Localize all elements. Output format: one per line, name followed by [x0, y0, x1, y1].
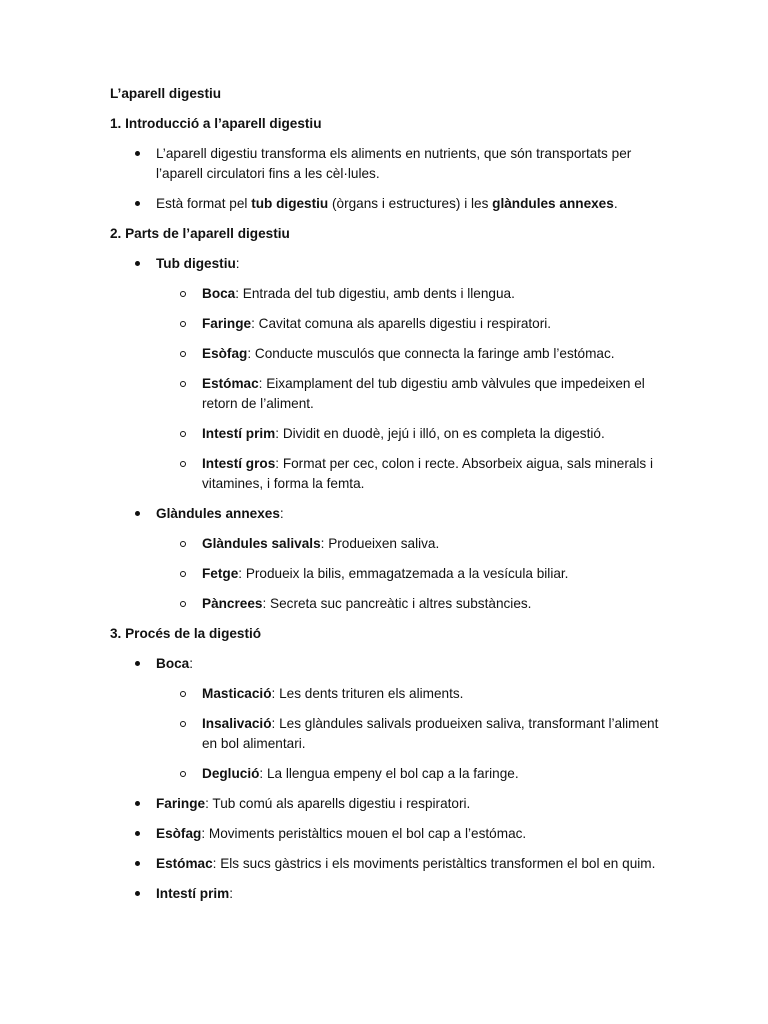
item-term: Insalivació	[202, 716, 272, 731]
item-text: : Dividit en duodè, jejú i illó, on es completa la digestió.	[275, 426, 605, 441]
item-term: Faringe	[202, 316, 252, 331]
item-term: Boca	[156, 656, 190, 671]
item-term: Glàndules annexes	[156, 506, 280, 521]
circle-bullet-icon	[180, 771, 186, 777]
sub-list-item	[156, 684, 670, 704]
circle-bullet-icon	[180, 461, 186, 467]
circle-bullet-icon	[180, 351, 186, 357]
circle-bullet-icon	[180, 431, 186, 437]
circle-bullet-icon	[180, 291, 186, 297]
circle-bullet-icon	[180, 571, 186, 577]
item-term: tub digestiu	[251, 196, 329, 211]
bullet-dot-icon	[135, 831, 140, 836]
sub-list	[156, 284, 670, 494]
bullet-dot-icon	[135, 201, 140, 206]
item-text: : Els sucs gàstrics i els moviments peristàltics transformen el bol en quim.	[212, 856, 656, 871]
circle-bullet-icon	[180, 541, 186, 547]
sub-list-item	[156, 564, 670, 584]
item-text: : La llengua empeny el bol cap a la faringe.	[259, 766, 519, 781]
section-introduccio	[110, 114, 670, 214]
sub-list-item	[156, 424, 670, 444]
section-heading: 2. Parts de l’aparell digestiu	[110, 226, 290, 241]
item-text: Està format pel	[156, 196, 252, 211]
item-text: : Conducte musculós que connecta la faringe amb l’estómac.	[247, 346, 615, 361]
circle-bullet-icon	[180, 601, 186, 607]
list-item	[110, 504, 670, 614]
item-term: Estómac	[202, 376, 259, 391]
sub-list	[156, 534, 670, 614]
section-heading: 3. Procés de la digestió	[110, 626, 262, 641]
item-text: : Secreta suc pancreàtic i altres substàncies.	[262, 596, 532, 611]
item-text: : Cavitat comuna als aparells digestiu i respiratori.	[251, 316, 552, 331]
list-item	[110, 884, 670, 904]
item-term: glàndules annexes	[492, 196, 614, 211]
sub-list	[156, 684, 670, 784]
circle-bullet-icon	[180, 691, 186, 697]
item-text: :	[235, 256, 240, 271]
item-text: : Entrada del tub digestiu, amb dents i llengua.	[235, 286, 515, 301]
sub-list-item	[156, 714, 670, 754]
circle-bullet-icon	[180, 321, 186, 327]
item-term: Intestí prim	[156, 886, 230, 901]
item-text: : Les glàndules salivals produeixen saliva, transformant l’aliment en bol alimentari.	[202, 716, 659, 751]
item-text: L’aparell digestiu transforma els aliments en nutrients, que són transportats per l’aparell circulatori fins a les cèl·lules.	[156, 146, 632, 181]
item-term: Pàncrees	[202, 596, 263, 611]
item-term: Intestí gros	[202, 456, 276, 471]
bullet-dot-icon	[135, 151, 140, 156]
sub-list-item	[156, 374, 670, 414]
section-parts	[110, 224, 670, 614]
item-text: : Produeixen saliva.	[320, 536, 440, 551]
sub-list-item	[156, 344, 670, 364]
circle-bullet-icon	[180, 381, 186, 387]
item-term: Tub digestiu	[156, 256, 236, 271]
item-text: : Produeix la bilis, emmagatzemada a la vesícula biliar.	[238, 566, 569, 581]
item-term: Esòfag	[156, 826, 202, 841]
item-term: Glàndules salivals	[202, 536, 321, 551]
item-text: : Eixamplament del tub digestiu amb vàlvules que impedeixen el retorn de l’aliment.	[202, 376, 645, 411]
bullet-dot-icon	[135, 861, 140, 866]
sub-list-item	[156, 534, 670, 554]
list-item	[110, 824, 670, 844]
item-term: Esòfag	[202, 346, 248, 361]
bullet-dot-icon	[135, 891, 140, 896]
bullet-dot-icon	[135, 261, 140, 266]
list-item	[110, 654, 670, 784]
item-text: (òrgans i estructures) i les	[328, 196, 493, 211]
sub-list-item	[156, 594, 670, 614]
list-item	[110, 144, 670, 184]
item-term: Estómac	[156, 856, 213, 871]
item-text: :	[189, 656, 194, 671]
bullet-dot-icon	[135, 801, 140, 806]
item-term: Boca	[202, 286, 236, 301]
list-item	[110, 794, 670, 814]
item-term: Intestí prim	[202, 426, 276, 441]
item-term: Deglució	[202, 766, 260, 781]
section-heading: 1. Introducció a l’aparell digestiu	[110, 116, 322, 131]
document-title: L’aparell digestiu	[110, 86, 222, 101]
item-text: : Format per cec, colon i recte. Absorbeix aigua, sals minerals i vitamines, i forma la femta.	[202, 456, 654, 491]
bullet-list	[110, 654, 670, 904]
item-term: Fetge	[202, 566, 239, 581]
sub-list-item	[156, 454, 670, 494]
document-body	[110, 84, 670, 914]
bullet-list	[110, 144, 670, 214]
sub-list-item	[156, 764, 670, 784]
circle-bullet-icon	[180, 721, 186, 727]
item-text: .	[613, 196, 618, 211]
section-proces	[110, 624, 670, 904]
item-text: : Tub comú als aparells digestiu i respiratori.	[205, 796, 471, 811]
item-text: : Les dents trituren els aliments.	[271, 686, 464, 701]
bullet-dot-icon	[135, 661, 140, 666]
bullet-dot-icon	[135, 511, 140, 516]
item-text: :	[279, 506, 284, 521]
item-term: Masticació	[202, 686, 272, 701]
list-item	[110, 854, 670, 874]
list-item	[110, 254, 670, 494]
sub-list-item	[156, 314, 670, 334]
item-text: : Moviments peristàltics mouen el bol cap a l’estómac.	[201, 826, 527, 841]
item-term: Faringe	[156, 796, 206, 811]
item-text: :	[229, 886, 234, 901]
list-item	[110, 194, 670, 214]
sub-list-item	[156, 284, 670, 304]
bullet-list	[110, 254, 670, 614]
